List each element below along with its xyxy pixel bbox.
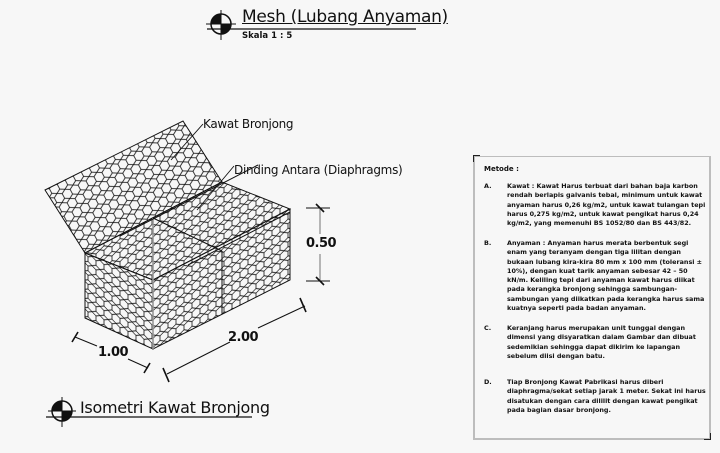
length-dimension: 2.00 [228, 330, 259, 345]
note-text: Kawat : Kawat Harus terbuat dari bahan baja karbon rendah berlapis galvanis tebal, minimum untuk kawat anyaman harus 0,26 kg/m2, untuk kawat tulangan tepi harus 0,275 kg/m2, untuk kawat pengikat harus 0,24 kg/m2, yang memenuhi BS 1052/80 dan BS 443/82. [507, 182, 706, 228]
note-text: Keranjang harus merupakan unit tunggal dengan dimensi yang disyaratkan dalam Gambar dan dibuat sedemikian sehingga dapat dikirim ke lapangan sebelum diisi dengan batu. [507, 324, 696, 360]
callout-diaphragm: Dinding Antara (Diaphragms) [234, 163, 403, 177]
note-item-c [484, 324, 706, 361]
callout-wire: Kawat Bronjong [203, 117, 294, 131]
drawing-title: Isometri Kawat Bronjong [80, 398, 270, 417]
notes-heading: Metode : [484, 165, 519, 173]
note-item-d [484, 378, 706, 415]
note-letter: D. [484, 378, 492, 386]
note-text: Tiap Bronjong Kawat Pabrikasi harus diberi diaphragma/sekat setiap jarak 1 meter. Sekat ini harus disatukan dengan cara dililit dengan kawat pengikat pada bagian dasar bronjong. [507, 378, 706, 414]
mesh-title: Mesh (Lubang Anyaman) [242, 7, 448, 27]
notes-panel [473, 156, 711, 440]
note-letter: B. [484, 239, 492, 247]
note-item-b [484, 239, 706, 313]
note-text: Anyaman : Anyaman harus merata berbentuk segi enam yang teranyam dengan tiga lilitan dengan bukaan lubang kira-kira 80 mm x 100 mm (toleransi ± 10%), dengan kuat tarik anyaman sebesar 42 – 50 kN/m. Keliling tepi dari anyaman kawat harus diikat pada kerangka bronjong sehingga sambungan-sambungan yang diikatkan pada kerangka harus sama kuatnya seperti pada badan anyaman. [507, 239, 705, 313]
width-dimension: 1.00 [98, 345, 129, 360]
frame-corner [704, 433, 711, 440]
scale-label: Skala 1 : 5 [242, 31, 293, 41]
note-letter: A. [484, 182, 492, 190]
note-item-a [484, 182, 706, 228]
frame-corner [473, 155, 480, 162]
note-letter: C. [484, 324, 492, 332]
height-dimension: 0.50 [306, 236, 337, 251]
